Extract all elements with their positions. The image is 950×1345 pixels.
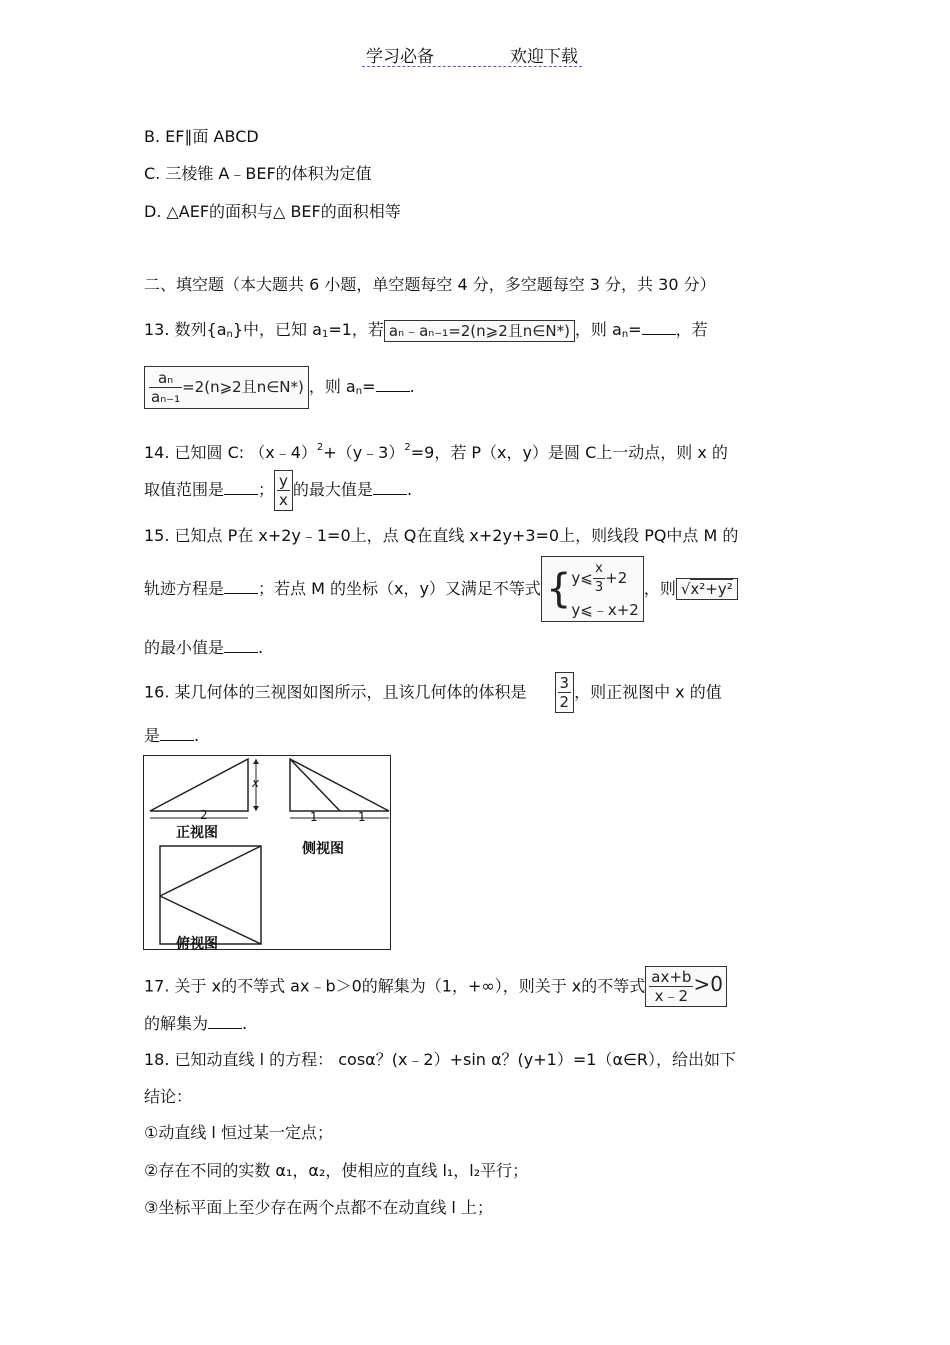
q16-line1: 16. 某几何体的三视图如图所示，且该几何体的体积是 $\frac{3}{2}$ ，则正视图中 x 的值 (144, 674, 722, 711)
label-two: 2 (200, 808, 208, 822)
q18-line1: 18. 已知动直线 l 的方程： cosα？(x﹣2）+sin α？(y+1）=1（α∈R），给出如下 (144, 1050, 737, 1069)
y-over-x-box: $\frac{y}{x}$ (274, 470, 293, 511)
arrow-down-icon (253, 806, 259, 811)
answer-blank[interactable] (224, 636, 258, 653)
q16-line2: 是 . (144, 726, 200, 745)
label-side-view: 侧视图 (302, 841, 344, 857)
top-view-rect (160, 846, 261, 944)
answer-blank[interactable] (160, 724, 194, 741)
front-view-triangle (150, 759, 248, 811)
q15-line2: 轨迹方程是 ；若点 M 的坐标（x，y）又满足不等式 { y⩽ $\frac{x}{3}$ +2 y⩽﹣x+2 ，则 √x²+y² (144, 556, 738, 622)
option-c: C. 三棱锥 A﹣BEF的体积为定值 (144, 164, 372, 183)
ratio-box: $\frac{\text{aₙ}}{\text{aₙ₋₁}}$ =2(n⩾2且n∈N*) (144, 366, 309, 409)
answer-blank[interactable] (208, 1012, 242, 1029)
label-front-view: 正视图 (176, 825, 218, 841)
three-view-drawing (144, 756, 390, 949)
sqrt-box: √x²+y² (676, 578, 738, 600)
header-left: 学习必备 (366, 47, 434, 67)
option-b: B. EF∥面 ABCD (144, 127, 259, 146)
q18-conclusion-1: ①动直线 l 恒过某一定点； (144, 1123, 333, 1142)
page-header (362, 42, 582, 67)
answer-blank[interactable] (642, 318, 676, 335)
side-view-triangle (290, 759, 389, 811)
q13-line1: 13. 数列$\{a_n\}$中，已知 $a_1=1$，若 aₙ﹣aₙ₋₁=2(n⩾2且n∈N*) ，则 $a_n=$ ，若 (144, 320, 708, 340)
q18-conclusion-3: ③坐标平面上至少存在两个点都不在动直线 l 上； (144, 1198, 493, 1217)
answer-blank[interactable] (376, 375, 410, 392)
q15-line1: 15. 已知点 P在 x+2y﹣1=0上，点 Q在直线 x+2y+3=0上，则线段 PQ中点 M 的 (144, 526, 739, 545)
q17-line1: 17. 关于 x的不等式 ax﹣b＞0的解集为（1，+∞），则关于 x的不等式 $\frac{ax+b}{x﹣2}$ >0 (144, 966, 727, 1007)
three-view-figure (143, 755, 391, 950)
inequality-system-box: { y⩽ $\frac{x}{3}$ +2 y⩽﹣x+2 (541, 556, 644, 622)
q18-conclusion-2: ②存在不同的实数 α₁，α₂，使相应的直线 l₁，l₂平行； (144, 1161, 529, 1180)
answer-blank[interactable] (224, 478, 258, 495)
q14-line1: 14. 已知圆 C: （x﹣4）$^2$+（y﹣3）$^2$=9，若 P（x，y）是圆 C上一动点，则 x 的 (144, 442, 728, 462)
arrow-up-icon (253, 759, 259, 764)
label-x: x (252, 776, 260, 790)
rational-inequality-box: $\frac{ax+b}{x﹣2}$ >0 (645, 966, 727, 1007)
q15-line3: 的最小值是 . (144, 638, 264, 657)
answer-blank[interactable] (373, 478, 407, 495)
q13-line2: $\frac{\text{aₙ}}{\text{aₙ₋₁}}$ =2(n⩾2且n∈N*) ，则 $a_n=$ . (144, 366, 415, 409)
label-one-b: 1 (358, 810, 366, 824)
label-top-view: 俯视图 (176, 936, 218, 952)
option-d: D. △AEF的面积与△ BEF的面积相等 (144, 202, 401, 221)
q14-line2: 取值范围是 ； $\frac{y}{x}$ 的最大值是 . (144, 472, 413, 509)
header-right: 欢迎下载 (510, 47, 578, 67)
q18-line2: 结论： (144, 1087, 193, 1106)
q17-line2: 的解集为 . (144, 1014, 248, 1033)
answer-blank[interactable] (224, 577, 258, 594)
volume-fraction-box: $\frac{3}{2}$ (555, 672, 575, 713)
section-title: 二、填空题（本大题共 6 小题，单空题每空 4 分，多空题每空 3 分，共 30 分） (144, 275, 716, 294)
recurrence-box: aₙ﹣aₙ₋₁=2(n⩾2且n∈N*) (384, 320, 575, 342)
side-view-inner-line (290, 759, 340, 811)
top-view-line-1 (160, 846, 261, 896)
label-one-a: 1 (310, 810, 318, 824)
